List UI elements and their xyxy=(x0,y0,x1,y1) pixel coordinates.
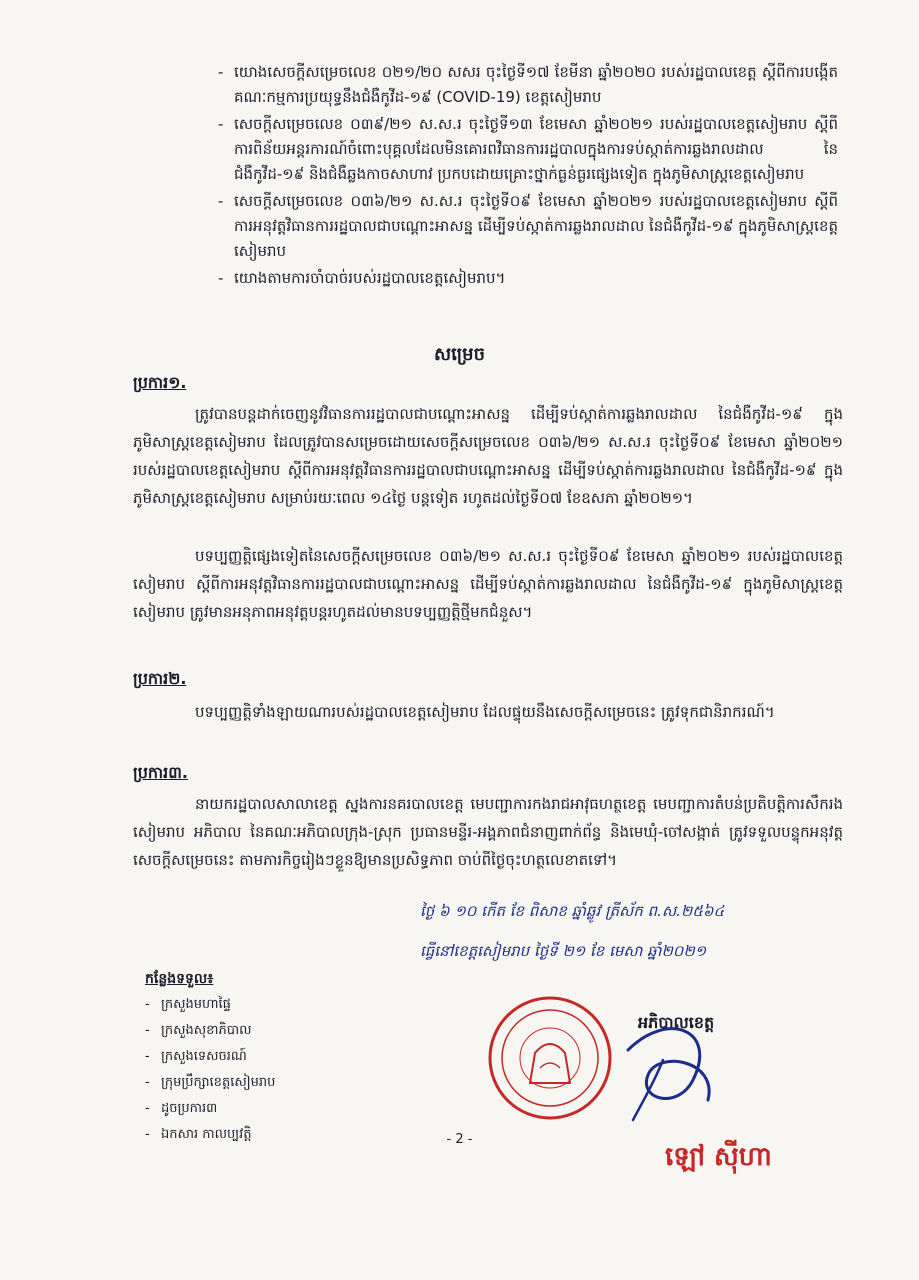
reference-item: - សេចក្ដីសម្រេចលេខ ០៣៦/២១ ស.ស.រ ចុះថ្ងៃទី០៩ ខែមេសា ឆ្នាំ២០២១ របស់រដ្ឋបាលខេត្តសៀមរាប ស្ដីពីការអនុវត្តវិធានការរដ្ឋបាលជាបណ្ដោះអាសន្ន ដើម្បីទប់ស្កាត់ការឆ្លងរាលដាល នៃជំងឺកូវីដ-១៩ ក្នុងភូមិសាស្ត្រខេត្តសៀមរាប xyxy=(218,189,838,264)
recipients-title: កន្លែងទទួល៖ xyxy=(145,971,214,987)
article-1-label: ប្រការ១. xyxy=(133,373,187,392)
article-2-paragraph: បទប្បញ្ញត្តិទាំងឡាយណារបស់រដ្ឋបាលខេត្តសៀមរាប ដែលផ្ទុយនឹងសេចក្ដីសម្រេចនេះ ត្រូវទុកជានិរាករណ៍។ xyxy=(195,703,775,721)
reference-item: - យោងតាមការចាំបាច់របស់រដ្ឋបាលខេត្តសៀមរាប។ xyxy=(218,266,838,291)
reference-item: - យោងសេចក្ដីសម្រេចលេខ ០២១/២០ សសរ ចុះថ្ងៃទី១៧ ខែមីនា ឆ្នាំ២០២០ របស់រដ្ឋបាលខេត្ត ស្ដីពីការបង្កើតគណៈកម្មការប្រយុទ្ធនឹងជំងឺកូវីដ-១៩ (COVID-19) ខេត្តសៀមរាប xyxy=(218,60,838,110)
page-number: - 2 - xyxy=(446,1132,473,1147)
recipients-list xyxy=(145,966,275,1148)
article-3-label: ប្រការ៣. xyxy=(133,763,188,782)
article-3-paragraph: នាយករដ្ឋបាលសាលាខេត្ត ស្នងការនគរបាលខេត្ត មេបញ្ជាការកងរាជអាវុធហត្ថខេត្ត មេបញ្ជាការតំបន់ប្រតិបត្តិការសឹករងសៀមរាប អភិបាល នៃគណៈអភិបាលក្រុង-ស្រុក ប្រធានមន្ទីរ-អង្គភាពជំនាញពាក់ព័ន្ធ និងមេឃុំ-ចៅសង្កាត់ ត្រូវទទួលបន្ទុកអនុវត្តសេចក្ដីសម្រេចនេះ តាមភារកិច្ចរៀងៗខ្លួនឱ្យមានប្រសិទ្ធភាព ចាប់ពីថ្ងៃចុះហត្ថលេខាតទៅ។ xyxy=(133,795,843,869)
recipient-item: - ក្រសួងសុខាភិបាល xyxy=(145,1023,252,1038)
article-1-paragraph-1: ត្រូវបានបន្តដាក់ចេញនូវវិធានការរដ្ឋបាលជាបណ្ដោះអាសន្ន ដើម្បីទប់ស្កាត់ការឆ្លងរាលដាល នៃជំងឺកូវីដ-១៩ ក្នុងភូមិសាស្ត្រខេត្តសៀមរាប ដែលត្រូវបានសម្រេចដោយសេចក្ដីសម្រេចលេខ ០៣៦/២១ ស.ស.រ ចុះថ្ងៃទី០៩ ខែមេសា ឆ្នាំ២០២១ របស់រដ្ឋបាលខេត្តសៀមរាប ស្ដីពីការអនុវត្តវិធានការរដ្ឋបាលជាបណ្ដោះអាសន្ន ដើម្បីទប់ស្កាត់ការឆ្លងរាលដាល នៃជំងឺកូវីដ-១៩ ក្នុងភូមិសាស្ត្រខេត្តសៀមរាប សម្រាប់រយៈពេល ១៤ថ្ងៃ បន្តទៀត រហូតដល់ថ្ងៃទី០៧ ខែឧសភា ឆ្នាំ២០២១។ xyxy=(133,405,843,507)
recipient-item: - ក្រសួងទេសចរណ៍ xyxy=(145,1049,247,1064)
signer-name: ឡៅ ស៊ីហា xyxy=(665,1142,772,1172)
article-2-label: ប្រការ២. xyxy=(133,669,187,688)
reference-text: យោងតាមការចាំបាច់របស់រដ្ឋបាលខេត្តសៀមរាប។ xyxy=(234,269,506,287)
recipient-item: - ក្រសួងមហាផ្ទៃ xyxy=(145,997,231,1012)
reference-item: - សេចក្ដីសម្រេចលេខ ០៣៩/២១ ស.ស.រ ចុះថ្ងៃទី១៣ ខែមេសា ឆ្នាំ២០២១ របស់រដ្ឋបាលខេត្តសៀមរាប ស្ដីពីការពិន័យអន្តរការណ៍ចំពោះបុគ្គលដែលមិនគោរពវិធានការរដ្ឋបាលក្នុងការទប់ស្កាត់ការឆ្លងរាលដាល នៃជំងឺកូវីដ-១៩ និងជំងឺឆ្លងកាចសាហាវ ប្រកបដោយគ្រោះថ្នាក់ធ្ងន់ធ្ងរផ្សេងទៀត ក្នុងភូមិសាស្ត្រខេត្តសៀមរាប xyxy=(218,112,838,187)
decision-heading: សម្រេច xyxy=(433,344,486,365)
governor-title: អភិបាលខេត្ត xyxy=(638,1013,715,1032)
handwritten-signature xyxy=(608,990,738,1130)
reference-list xyxy=(218,60,838,293)
recipient-item: - ក្រុមប្រឹក្សាខេត្តសៀមរាប xyxy=(145,1075,276,1090)
lunar-date: ថ្ងៃ ៦ ១០ កើត ខែ ពិសាខ ឆ្នាំឆ្លូវ ត្រីស័ក ព.ស.២៥៦៤ xyxy=(420,902,725,920)
reference-text: សេចក្ដីសម្រេចលេខ ០៣៩/២១ ស.ស.រ ចុះថ្ងៃទី១៣ ខែមេសា ឆ្នាំ២០២១ របស់រដ្ឋបាលខេត្តសៀមរាប ស្ដីពីការពិន័យអន្តរការណ៍ចំពោះបុគ្គលដែលមិនគោរពវិធានការរដ្ឋបាលក្នុងការទប់ស្កាត់ការឆ្លងរាលដាល នៃជំងឺកូវីដ-១៩ និងជំងឺឆ្លងកាចសាហាវ ប្រកបដោយគ្រោះថ្នាក់ធ្ងន់ធ្ងរផ្សេងទៀត ក្នុងភូមិសាស្ត្រខេត្តសៀមរាប xyxy=(234,115,838,183)
article-1-paragraph-2: បទប្បញ្ញត្តិផ្សេងទៀតនៃសេចក្ដីសម្រេចលេខ ០៣៦/២១ ស.ស.រ ចុះថ្ងៃទី០៩ ខែមេសា ឆ្នាំ២០២១ របស់រដ្ឋបាលខេត្តសៀមរាប ស្ដីពីការអនុវត្តវិធានការរដ្ឋបាលជាបណ្ដោះអាសន្ន ដើម្បីទប់ស្កាត់ការឆ្លងរាលដាល នៃជំងឺកូវីដ-១៩ ក្នុងភូមិសាស្ត្រខេត្តសៀមរាប ត្រូវមានអនុភាពអនុវត្តបន្តរហូតដល់មានបទប្បញ្ញត្តិថ្មីមកជំនួស។ xyxy=(133,547,843,621)
issue-date-place: ធ្វើនៅខេត្តសៀមរាប ថ្ងៃទី ២១ ខែ មេសា ឆ្នាំ២០២១ xyxy=(420,942,707,960)
recipient-item: - ឯកសារ កាលប្បវត្តិ xyxy=(145,1127,252,1142)
reference-text: យោងសេចក្ដីសម្រេចលេខ ០២១/២០ សសរ ចុះថ្ងៃទី១៧ ខែមីនា ឆ្នាំ២០២០ របស់រដ្ឋបាលខេត្ត ស្ដីពីការបង្កើតគណៈកម្មការប្រយុទ្ធនឹងជំងឺកូវីដ-១៩ (COVID-19) ខេត្តសៀមរាប xyxy=(234,63,838,106)
recipient-item: - ដូចប្រការ៣ xyxy=(145,1101,218,1116)
reference-text: សេចក្ដីសម្រេចលេខ ០៣៦/២១ ស.ស.រ ចុះថ្ងៃទី០៩ ខែមេសា ឆ្នាំ២០២១ របស់រដ្ឋបាលខេត្តសៀមរាប ស្ដីពីការអនុវត្តវិធានការរដ្ឋបាលជាបណ្ដោះអាសន្ន ដើម្បីទប់ស្កាត់ការឆ្លងរាលដាល នៃជំងឺកូវីដ-១៩ ក្នុងភូមិសាស្ត្រខេត្តសៀមរាប xyxy=(234,192,838,260)
